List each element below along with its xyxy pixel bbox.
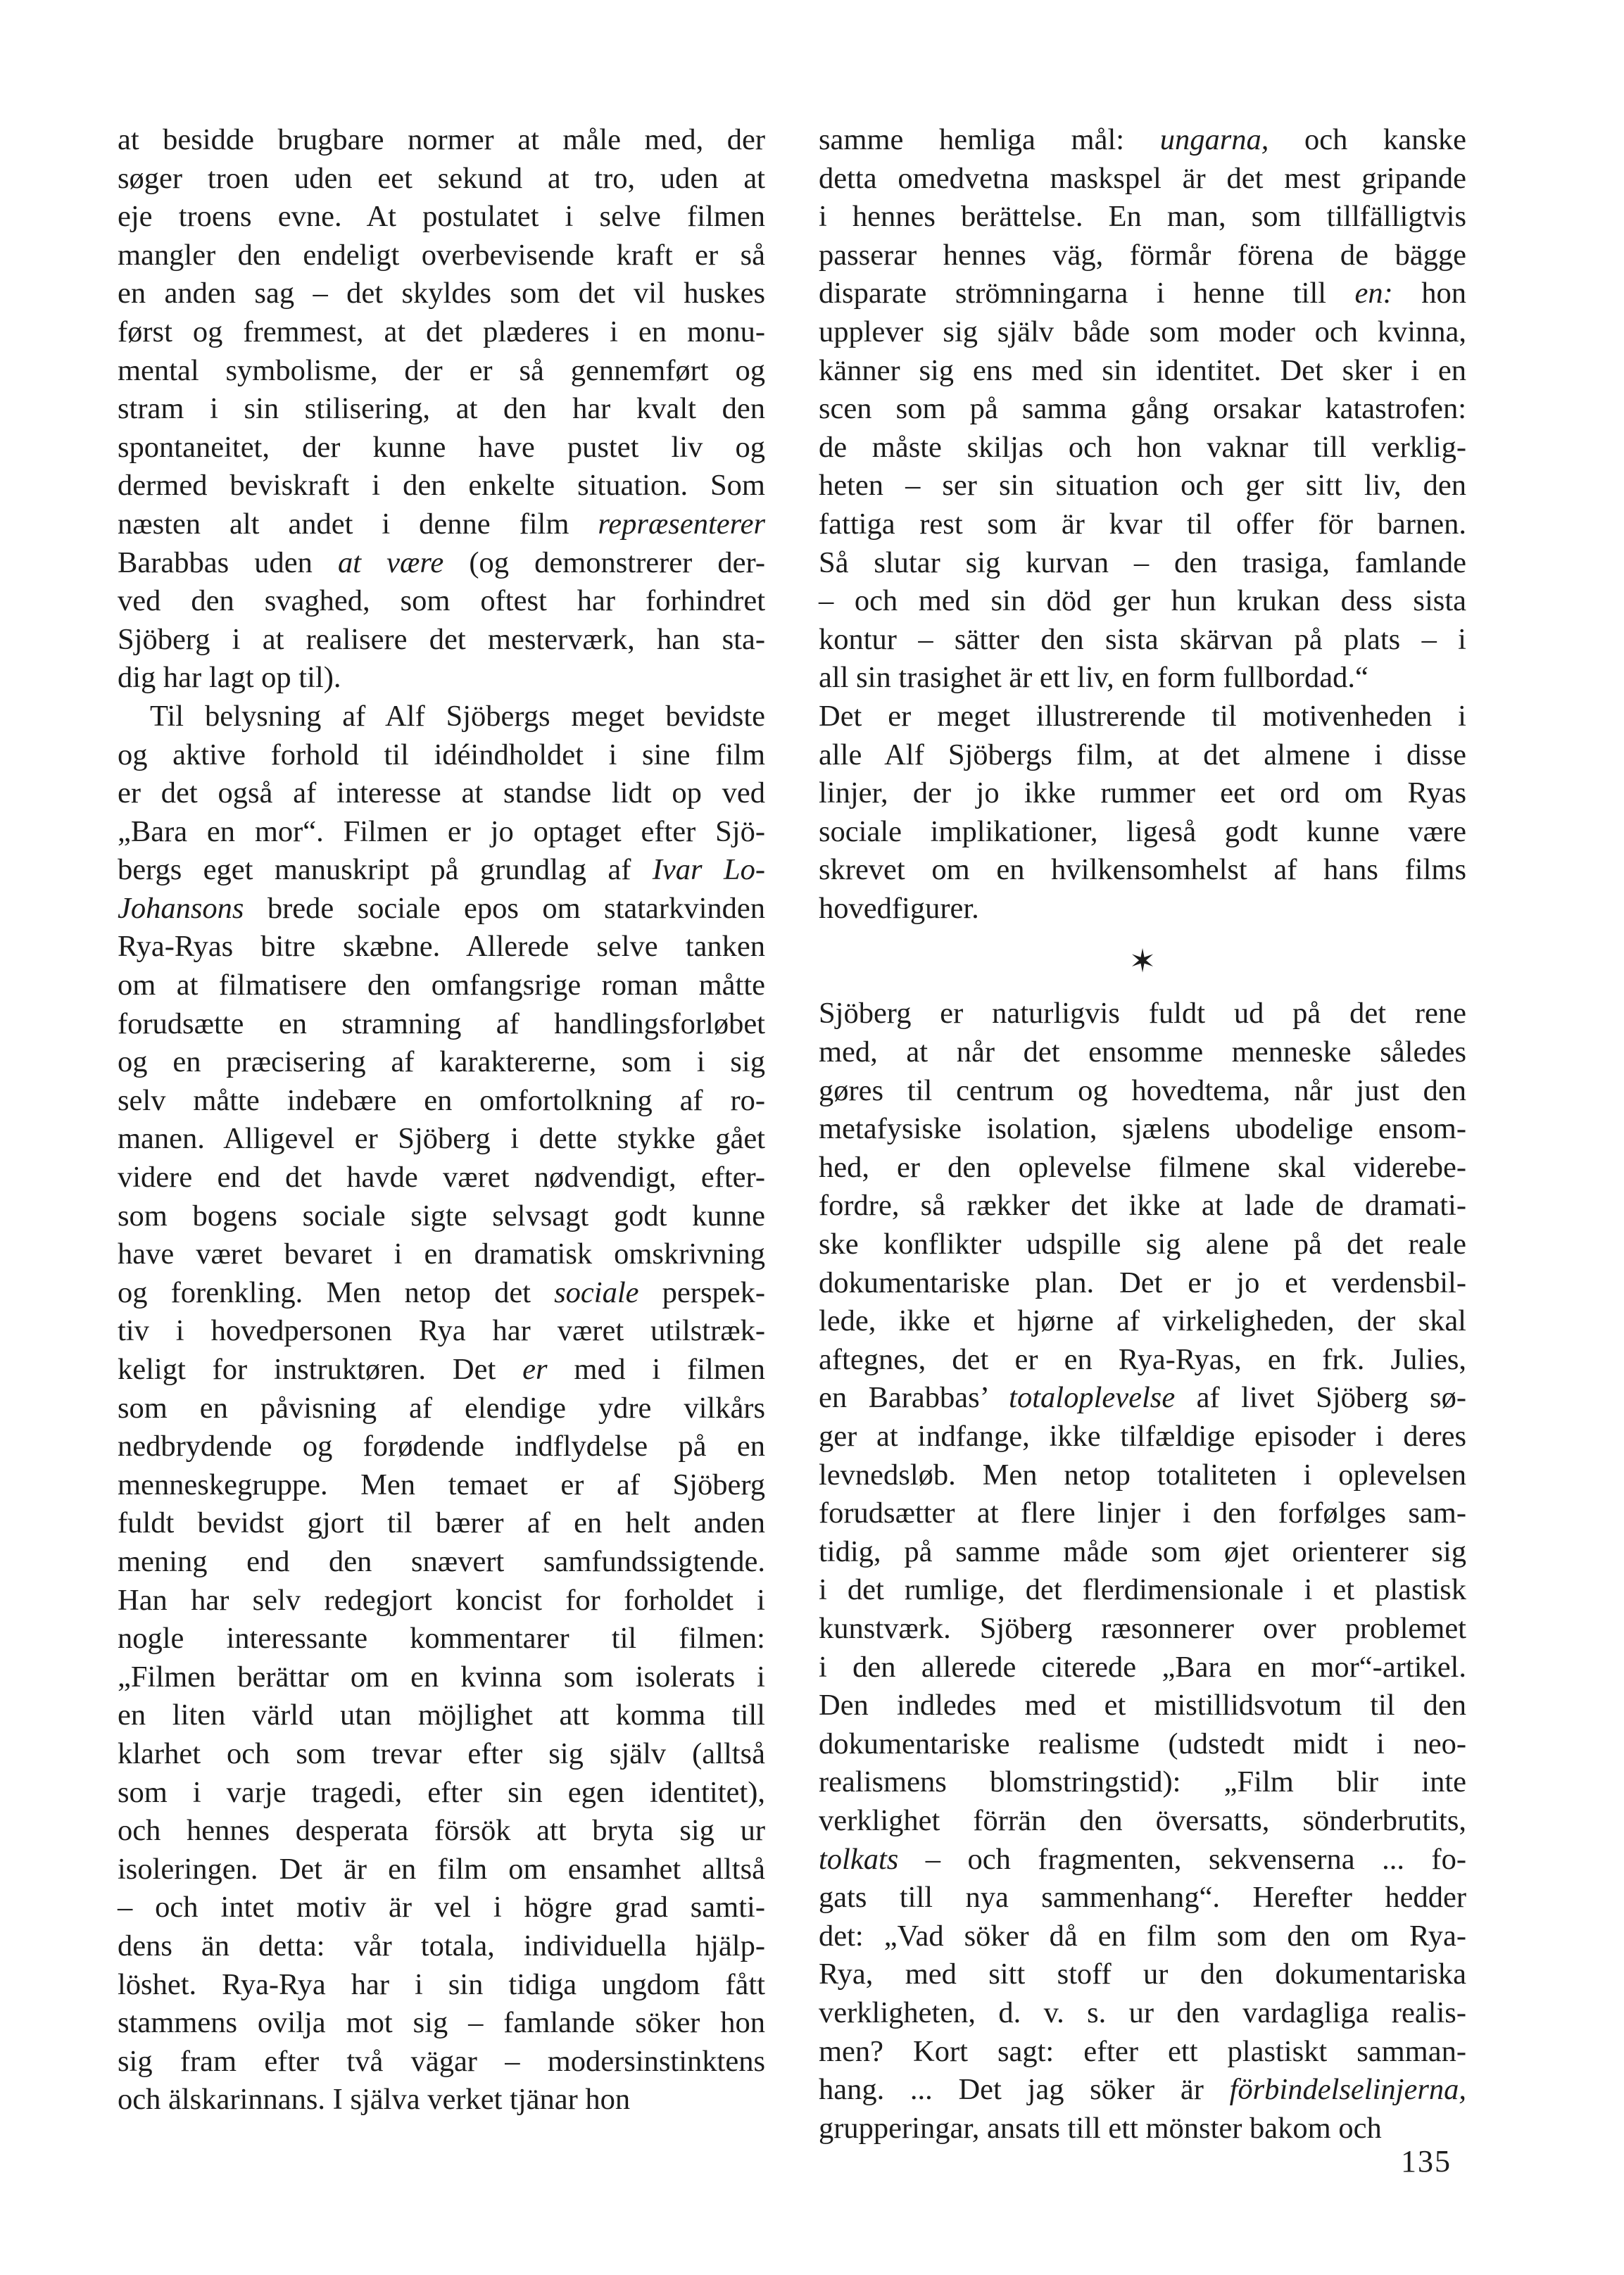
text-line: keligt for instruktøren. Det er med i filmen [118,1353,766,1386]
text-line: scen som på samma gång orsakar katastrofen: [819,392,1466,426]
text-line: ger at indfange, ikke tilfældige episoder i deres [819,1420,1466,1453]
text-line: och hennes desperata försök att bryta sig ur [118,1814,765,1848]
text-line: fattiga rest som är kvar til offer för barnen. [819,507,1466,541]
text-line: ved den svaghed, som oftest har forhindret [118,584,765,618]
text-line: sig fram efter två vägar – modersinstinktens [118,2044,765,2078]
text-line: detta omedvetna maskspel är det mest gripande [819,161,1466,195]
text-line: „Filmen berättar om en kvinna som isolerats i [118,1660,765,1694]
text-line: nogle interessante kommentarer til filmen: [118,1622,765,1656]
text-line: som en påvisning af elendige ydre vilkårs [118,1391,765,1425]
text-line: dokumentariske plan. Det er jo et verdensbil- [819,1266,1466,1299]
text-line: löshet. Rya-Rya har i sin tidiga ungdom fått [118,1967,765,2001]
text-line: en Barabbas’ totaloplevelse af livet Sjöberg sø- [819,1381,1466,1415]
text-line: gats till nya sammenhang“. Herefter hedder [819,1881,1466,1915]
text-line: tiv i hovedpersonen Rya har været utilstræk- [118,1314,765,1348]
text-line: søger troen uden eet sekund at tro, uden at [118,161,765,195]
italic-text: en: [1354,277,1393,310]
text-line: hang. ... Det jag söker är förbindelselinjerna, [819,2073,1466,2107]
text-line: realismens blomstringstid): „Film blir inte [819,1765,1466,1799]
text-line: at besidde brugbare normer at måle med, der [118,123,765,156]
text-line: grupperingar, ansats till ett mönster bakom och [819,2111,1382,2145]
text-line: mening end den snævert samfundssigtende. [118,1544,765,1578]
text-line: men? Kort sagt: efter ett plastiskt samman- [819,2034,1466,2068]
text-line: i hennes berättelse. En man, som tillfälligtvis [819,200,1466,234]
text-line: som i varje tragedi, efter sin egen identitet), [118,1775,765,1809]
right-column-bottom-text [819,995,1466,2148]
text-line: om at filmatisere den omfangsrige roman måtte [118,969,765,1002]
text-line: næsten alt andet i denne film repræsenterer [118,507,765,541]
text-line: linjer, der jo ikke rummer eet ord om Ryas [819,776,1466,810]
text-line: og en præcisering af karaktererne, som i sig [118,1045,765,1079]
italic-text: totaloplevelse [1009,1381,1176,1415]
right-column-top-text [819,121,1466,928]
text-line: forudsætter at flere linjer i den forfølges sam- [819,1496,1466,1530]
text-line: en anden sag – det skyldes som det vil huskes [118,277,765,310]
text-line: og aktive forhold til idéindholdet i sine film [118,738,765,771]
italic-text: sociale [554,1275,639,1309]
text-line: Den indledes med et mistillidsvotum til den [819,1689,1466,1722]
text-line: Til belysning af Alf Sjöbergs meget bevidste [150,699,765,733]
text-line: Rya, med sitt stoff ur den dokumentariska [819,1958,1466,1991]
text-line: aftegnes, det er en Rya-Ryas, en frk. Julies, [819,1342,1466,1376]
text-line: i det rumlige, det flerdimensionale i et plastisk [819,1573,1466,1607]
text-line: de måste skiljas och hon vaknar till verklig- [819,430,1466,464]
text-line: passerar hennes väg, förmår förena de bägge [819,238,1466,272]
text-line: tolkats – och fragmenten, sekvenserna ... fo- [819,1842,1466,1876]
text-line: dens än detta: vår totala, individuella hjälp- [118,1929,765,1962]
text-line: Barabbas uden at være (og demonstrerer der- [118,546,765,579]
text-line: hed, er den oplevelse filmene skal viderebe- [819,1150,1466,1184]
text-line: all sin trasighet är ett liv, en form fullbordad.“ [819,661,1368,695]
text-line: klarhet och som trevar efter sig själv (alltså [118,1737,765,1770]
text-line: mangler den endeligt overbevisende kraft er så [118,238,765,272]
text-line: en liten värld utan möjlighet att komma till [118,1699,765,1732]
italic-text: Ivar Lo- [652,853,765,887]
text-line: have været bevaret i en dramatisk omskrivning [118,1237,765,1271]
text-line: Sjöberg i at realisere det mesterværk, han sta- [118,622,765,656]
text-line: alle Alf Sjöbergs film, at det almene i disse [819,738,1466,771]
text-line: eje troens evne. At postulatet i selve filmen [118,200,765,234]
text-line: spontaneitet, der kunne have pustet liv og [118,430,765,464]
text-line: kontur – sätter den sista skärvan på plats – i [819,622,1466,656]
text-line: videre end det havde været nødvendigt, efter- [118,1161,765,1195]
text-line: tidig, på samme måde som øjet orienterer sig [819,1534,1466,1568]
text-line: fuldt bevidst gjort til bærer af en helt anden [118,1506,765,1540]
text-line: sociale implikationer, ligeså godt kunne være [819,814,1466,848]
text-line: med, at når det ensomme menneske således [819,1035,1466,1069]
text-line: først og fremmest, at det plæderes i en monu- [118,315,765,348]
text-line: manen. Alligevel er Sjöberg i dette stykke gået [118,1122,765,1156]
text-line: känner sig ens med sin identitet. Det sker i en [819,353,1466,387]
text-line: kunstværk. Sjöberg ræsonnerer over problemet [819,1611,1466,1645]
text-line: bergs eget manuskript på grundlag af Ivar Lo- [118,853,765,887]
text-line: ske konflikter udspille sig alene på det reale [819,1228,1466,1261]
text-line: i den allerede citerede „Bara en mor“-artikel. [819,1650,1466,1684]
text-line: nedbrydende og forødende indflydelse på en [118,1430,765,1463]
right-text-column [819,121,1466,2148]
text-line: dokumentariske realisme (udstedt midt i neo- [819,1727,1466,1760]
text-line: og forenkling. Men netop det sociale perspek- [118,1275,765,1309]
text-line: Johansons brede sociale epos om statarkvinden [118,891,765,925]
italic-text: ungarna, [1159,123,1269,156]
text-line: skrevet om en hvilkensomhelst af hans films [819,853,1466,887]
text-line: „Bara en mor“. Filmen er jo optaget efter Sjö- [118,814,765,848]
text-line: lede, ikke et hjørne af virkeligheden, der skal [819,1304,1466,1338]
page-number: 135 [1401,2144,1452,2179]
left-text-column [118,121,765,2119]
text-line: disparate strömningarna i henne till en: hon [819,277,1467,310]
text-line: metafysiske isolation, sjælens ubodelige ensom- [819,1112,1466,1146]
text-line: Sjöberg er naturligvis fuldt ud på det rene [819,997,1466,1031]
text-line: och älskarinnans. I själva verket tjänar hon [118,2083,631,2117]
text-line: verklighet förrän den översatts, sönderbrutits, [819,1803,1466,1837]
text-line: verkligheten, d. v. s. ur den vardagliga realis- [819,1996,1466,2029]
text-line: – och intet motiv är vel i högre grad samti- [118,1891,765,1924]
italic-text: förbindelselinjerna, [1229,2073,1466,2107]
section-separator-star: ✶ [1128,943,1157,980]
text-line: Rya-Ryas bitre skæbne. Allerede selve tanken [118,930,765,964]
text-line: som bogens sociale sigte selvsagt godt kunne [118,1199,765,1233]
text-line: dig har lagt op til). [118,661,341,695]
text-line: mental symbolisme, der er så gennemført og [118,353,765,387]
text-line: menneskegruppe. Men temaet er af Sjöberg [118,1468,765,1501]
italic-text: er [522,1353,548,1386]
text-line: upplever sig själv både som moder och kvinna, [819,315,1466,348]
text-line: selv måtte indebære en omfortolkning af ro- [118,1083,765,1117]
text-line: levnedsløb. Men netop totaliteten i oplevelsen [819,1458,1466,1492]
text-line: samme hemliga mål: ungarna, och kanske [819,123,1466,156]
italic-text: at være [337,546,444,579]
text-line: forudsætte en stramning af handlingsforløbet [118,1007,765,1040]
text-line: gøres til centrum og hovedtema, når just den [819,1073,1466,1107]
text-line: det: „Vad söker då en film som den om Rya- [819,1919,1466,1953]
text-line: Han har selv redegjort koncist for forholdet i [118,1583,765,1617]
italic-text: tolkats [819,1842,899,1876]
italic-text: repræsenterer [598,507,765,541]
text-line: isoleringen. Det är en film om ensamhet alltså [118,1852,765,1886]
italic-text: Johansons [118,891,244,925]
text-line: – och med sin död ger hun krukan dess sista [819,584,1466,618]
text-line: stammens ovilja mot sig – famlande söker hon [118,2006,765,2040]
text-line: hovedfigurer. [819,891,979,925]
text-line: Så slutar sig kurvan – den trasiga, famlande [819,546,1466,579]
text-line: fordre, så rækker det ikke at lade de dramati- [819,1189,1466,1223]
text-line: heten – ser sin situation och ger sitt liv, den [819,469,1466,503]
text-line: er det også af interesse at standse lidt op ved [118,776,765,810]
text-line: stram i sin stilisering, at den har kvalt den [118,392,765,426]
text-line: dermed beviskraft i den enkelte situation. Som [118,469,765,503]
text-line: Det er meget illustrerende til motivenheden i [819,699,1466,733]
